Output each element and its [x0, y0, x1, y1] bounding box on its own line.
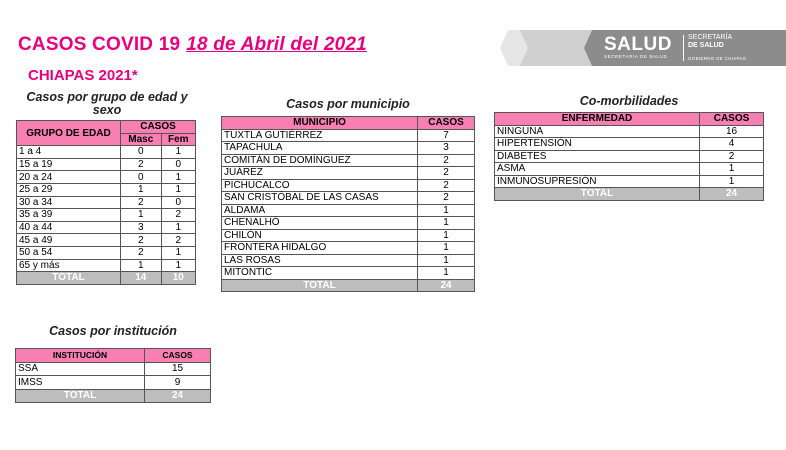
edad-row: [17, 234, 196, 247]
municipio-cell-name: COMITÁN DE DOMÍNGUEZ: [222, 154, 418, 167]
edad-cell-grupo: 50 a 54: [17, 246, 121, 259]
edad-cell-masc: 0: [121, 171, 162, 184]
municipio-cell-casos: 1: [418, 267, 475, 280]
logo-tagline: SECRETARÍA DE SALUD: [604, 54, 668, 59]
comorb-cell-name: DIABETES: [495, 150, 700, 163]
edad-header-masc: Masc: [121, 133, 162, 146]
edad-header-casos: CASOS: [121, 121, 196, 134]
municipio-cell-name: JUÁREZ: [222, 167, 418, 180]
edad-cell-grupo: 45 a 49: [17, 234, 121, 247]
edad-cell-masc: 3: [121, 221, 162, 234]
municipio-cell-name: CHILÓN: [222, 229, 418, 242]
page-subtitle: CHIAPAS 2021*: [28, 67, 138, 84]
institucion-header-name: INSTITUCIÓN: [16, 349, 145, 363]
edad-cell-masc: 1: [121, 183, 162, 196]
edad-cell-masc: 2: [121, 158, 162, 171]
comorb-row: [495, 138, 764, 151]
institucion-row: [16, 376, 211, 390]
municipio-cell-casos: 2: [418, 154, 475, 167]
edad-cell-masc: 1: [121, 209, 162, 222]
municipio-cell-name: CHENALHÓ: [222, 217, 418, 230]
municipio-cell-casos: 1: [418, 229, 475, 242]
comorb-cell-casos: 1: [700, 175, 764, 188]
comorb-row: [495, 150, 764, 163]
comorb-cell-casos: 4: [700, 138, 764, 151]
comorb-cell-name: INMUNOSUPRESIÓN: [495, 175, 700, 188]
municipio-cell-casos: 1: [418, 217, 475, 230]
institucion-cell-name: SSA: [16, 362, 145, 376]
edad-table: [16, 120, 196, 285]
edad-cell-fem: 1: [161, 183, 196, 196]
municipio-row: [222, 142, 475, 155]
comorb-cell-name: NINGUNA: [495, 125, 700, 138]
edad-cell-grupo: 20 a 24: [17, 171, 121, 184]
comorb-header-enf: ENFERMEDAD: [495, 113, 700, 126]
municipio-cell-casos: 2: [418, 179, 475, 192]
edad-cell-grupo: 65 y más: [17, 259, 121, 272]
municipio-row: [222, 254, 475, 267]
edad-cell-fem: 1: [161, 221, 196, 234]
municipio-cell-name: ALDAMA: [222, 204, 418, 217]
municipio-row: [222, 267, 475, 280]
edad-cell-fem: 0: [161, 196, 196, 209]
institucion-row: [16, 362, 211, 376]
page-title: [18, 34, 367, 56]
edad-cell-fem: 1: [161, 246, 196, 259]
edad-cell-fem: 2: [161, 209, 196, 222]
edad-total-row: [17, 272, 196, 285]
edad-cell-fem: 0: [161, 158, 196, 171]
municipio-header-name: MUNICIPIO: [222, 117, 418, 130]
edad-cell-grupo: 15 a 19: [17, 158, 121, 171]
edad-cell-fem: 1: [161, 146, 196, 159]
edad-cell-masc: 2: [121, 196, 162, 209]
comorb-caption: Co-morbilidades: [579, 94, 679, 108]
municipio-total-row: [222, 279, 475, 292]
municipio-row: [222, 167, 475, 180]
edad-cell-fem: 1: [161, 171, 196, 184]
institucion-total-label: TOTAL: [16, 389, 145, 403]
comorb-header-casos: CASOS: [700, 113, 764, 126]
edad-row: [17, 196, 196, 209]
municipio-cell-casos: 2: [418, 167, 475, 180]
edad-cell-masc: 2: [121, 234, 162, 247]
edad-row: [17, 183, 196, 196]
municipio-row: [222, 179, 475, 192]
municipio-cell-name: SAN CRISTÓBAL DE LAS CASAS: [222, 192, 418, 205]
comorb-cell-name: HIPERTENSIÓN: [495, 138, 700, 151]
municipio-row: [222, 192, 475, 205]
municipio-total-label: TOTAL: [222, 279, 418, 292]
logo-name: SALUD: [604, 34, 672, 55]
municipio-row: [222, 242, 475, 255]
edad-header-fem: Fem: [161, 133, 196, 146]
edad-total-fem: 10: [161, 272, 196, 285]
edad-row: [17, 171, 196, 184]
comorb-total-row: [495, 188, 764, 201]
edad-cell-fem: 2: [161, 234, 196, 247]
comorb-table: [494, 112, 764, 201]
comorb-total-label: TOTAL: [495, 188, 700, 201]
municipio-cell-casos: 3: [418, 142, 475, 155]
edad-cell-masc: 1: [121, 259, 162, 272]
municipio-cell-casos: 1: [418, 242, 475, 255]
title-text: CASOS COVID 19: [18, 34, 181, 55]
institucion-table: [15, 348, 211, 403]
municipio-cell-name: TUXTLA GUTIÉRREZ: [222, 129, 418, 142]
logo-sec-line2: DE SALUD: [688, 42, 724, 49]
edad-total-label: TOTAL: [17, 272, 121, 285]
municipio-caption: Casos por municipio: [286, 97, 410, 111]
edad-cell-masc: 2: [121, 246, 162, 259]
institucion-cell-name: IMSS: [16, 376, 145, 390]
municipio-row: [222, 217, 475, 230]
logo-divider: [683, 35, 684, 61]
municipio-row: [222, 204, 475, 217]
salud-logo: [500, 30, 786, 66]
title-date: 18 de Abril del 2021: [186, 34, 367, 55]
comorb-cell-casos: 2: [700, 150, 764, 163]
municipio-table: [221, 116, 475, 292]
institucion-header-casos: CASOS: [145, 349, 211, 363]
institucion-total-value: 24: [145, 389, 211, 403]
municipio-header-casos: CASOS: [418, 117, 475, 130]
edad-cell-grupo: 30 a 34: [17, 196, 121, 209]
municipio-cell-casos: 1: [418, 204, 475, 217]
logo-sec-line1: SECRETARÍA: [688, 34, 733, 41]
edad-cell-grupo: 25 a 29: [17, 183, 121, 196]
comorb-cell-casos: 1: [700, 163, 764, 176]
comorb-row: [495, 175, 764, 188]
institucion-cell-casos: 9: [145, 376, 211, 390]
comorb-total-value: 24: [700, 188, 764, 201]
municipio-row: [222, 229, 475, 242]
municipio-cell-casos: 7: [418, 129, 475, 142]
edad-cell-fem: 1: [161, 259, 196, 272]
municipio-cell-name: PICHUCALCO: [222, 179, 418, 192]
edad-row: [17, 209, 196, 222]
edad-row: [17, 246, 196, 259]
institucion-cell-casos: 15: [145, 362, 211, 376]
institucion-total-row: [16, 389, 211, 403]
edad-row: [17, 158, 196, 171]
municipio-cell-name: FRONTERA HIDALGO: [222, 242, 418, 255]
comorb-cell-casos: 16: [700, 125, 764, 138]
municipio-cell-name: LAS ROSAS: [222, 254, 418, 267]
edad-row: [17, 259, 196, 272]
edad-row: [17, 146, 196, 159]
municipio-cell-name: TAPACHULA: [222, 142, 418, 155]
comorb-row: [495, 163, 764, 176]
edad-cell-grupo: 1 a 4: [17, 146, 121, 159]
municipio-row: [222, 154, 475, 167]
edad-cell-grupo: 35 a 39: [17, 209, 121, 222]
logo-secretaria: [688, 34, 732, 50]
municipio-cell-casos: 1: [418, 254, 475, 267]
municipio-total-value: 24: [418, 279, 475, 292]
comorb-row: [495, 125, 764, 138]
edad-cell-grupo: 40 a 44: [17, 221, 121, 234]
edad-caption: Casos por grupo de edad y sexo: [26, 90, 188, 117]
comorb-cell-name: ASMA: [495, 163, 700, 176]
municipio-cell-name: MITONTIC: [222, 267, 418, 280]
institucion-caption: Casos por institución: [49, 324, 177, 338]
edad-total-masc: 14: [121, 272, 162, 285]
edad-row: [17, 221, 196, 234]
edad-cell-masc: 0: [121, 146, 162, 159]
logo-gobierno: GOBIERNO DE CHIAPAS: [688, 56, 747, 61]
edad-header-grupo: GRUPO DE EDAD: [17, 121, 121, 146]
municipio-row: [222, 129, 475, 142]
municipio-cell-casos: 2: [418, 192, 475, 205]
